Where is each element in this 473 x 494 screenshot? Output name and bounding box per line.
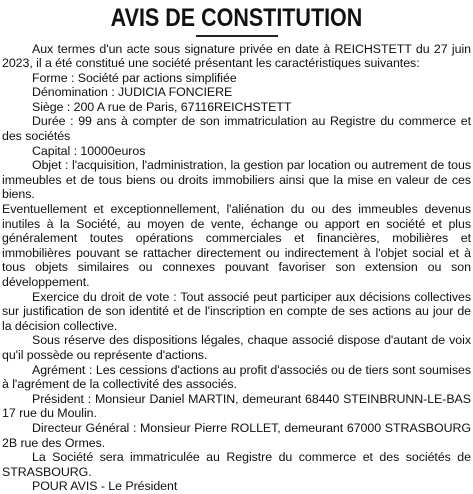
registered-office-line: Siège : 200 A rue de Paris, 67116REICHSTETT [32,99,292,114]
purpose-continued-paragraph: Eventuellement et exceptionnellement, l'aliénation du ou des immeubles devenus inutiles à la Société, au moyen de vente, échange ou apport en société et plus généralement toutes opérations commerciales et financières, mobilières et immobilières pouvant se rattacher directement ou indirectement à l'objet social et à tous objets similaires ou connexes pouvant favoriser son extension ou son développement. [2,202,471,289]
signature-line: POUR AVIS - Le Président [32,479,178,494]
registration-paragraph: La Société sera immatriculée au Registre du commerce et des sociétés de STRASBOURG. [2,450,471,479]
general-director-paragraph: Directeur Général : Monsieur Pierre ROLLET, demeurant 67000 STRASBOURG 2B rue des Ormes. [2,420,471,450]
form-line: Forme : Société par actions simplifiée [32,70,237,85]
notice-title: AVIS DE CONSTITUTION [110,4,363,32]
legal-notice [2,4,471,494]
purpose-paragraph: Objet : l'acquisition, l'administration, la gestion par location ou autrement de tous immeubles et de tous biens ou droits immobiliers ainsi que la mise en valeur de ces biens. [2,158,471,202]
approval-paragraph: Agrément : Les cessions d'actions au profit d'associés ou de tiers sont soumises à l'agrément de la collectivité des associés. [2,362,471,392]
voting-rights-paragraph: Exercice du droit de vote : Tout associé peut participer aux décisions collectives sur justification de son identité et de l'inscription en compte de ses actions au jour de la décision collective. [2,289,471,333]
capital-line: Capital : 10000euros [32,143,146,158]
title-divider [196,35,278,37]
duration-paragraph: Durée : 99 ans à compter de son immatriculation au Registre du commerce et des sociétés [2,114,471,144]
president-paragraph: Président : Monsieur Daniel MARTIN, demeurant 68440 STEINBRUNN-LE-BAS 17 rue du Moulin. [2,391,471,421]
intro-paragraph: Aux termes d'un acte sous signature privée en date à REICHSTETT du 27 juin 2023, il a été constitué une société présentant les caractéristiques suivantes: [2,41,471,71]
votes-paragraph: Sous réserve des dispositions légales, chaque associé dispose d'autant de voix qu'il possède ou représente d'actions. [2,333,471,362]
denomination-line: Dénomination : JUDICIA FONCIERE [32,85,233,100]
notice-body [2,42,471,494]
